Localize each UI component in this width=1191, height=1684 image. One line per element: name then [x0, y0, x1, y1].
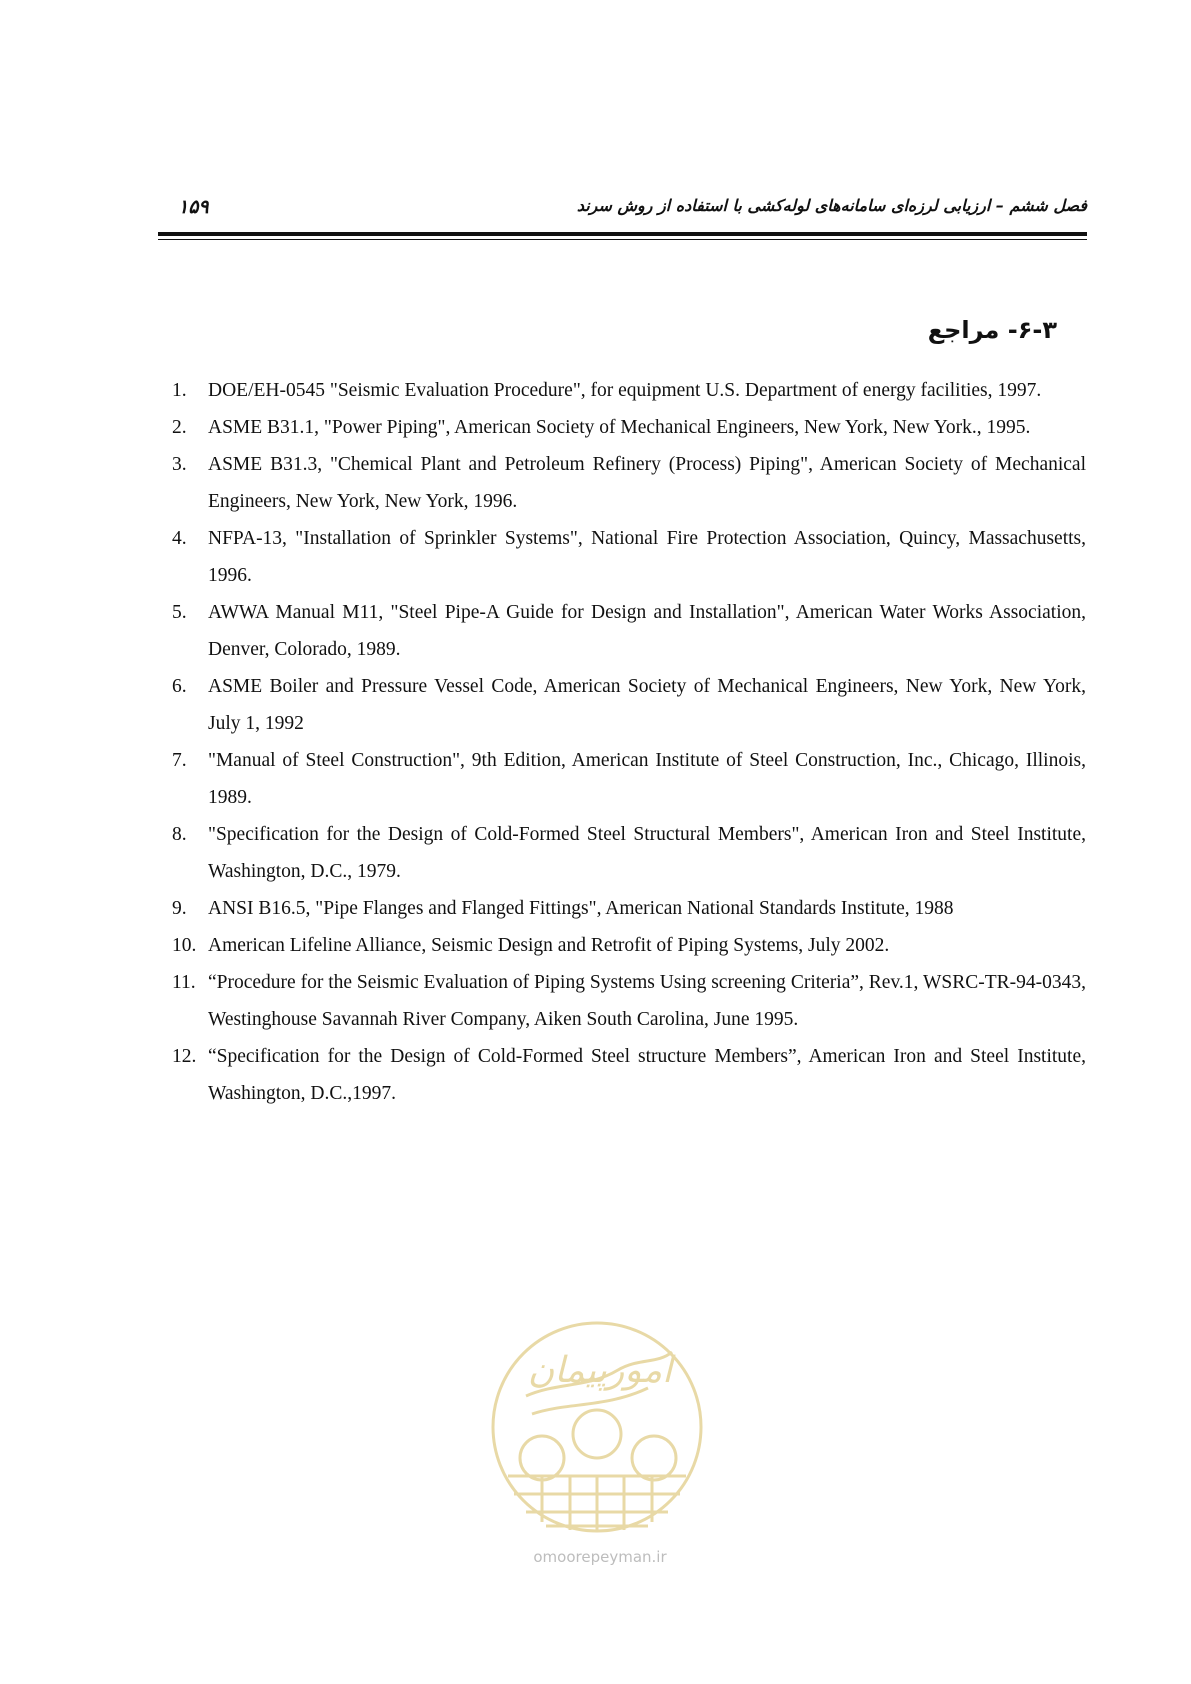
reference-item-1 [172, 372, 1086, 409]
reference-number: 3. [172, 454, 187, 475]
reference-number: 11. [172, 972, 196, 993]
page-number: ۱۵۹ [178, 196, 209, 218]
reference-number: 9. [172, 898, 187, 919]
reference-text: ASME Boiler and Pressure Vessel Code, American Society of Mechanical Engineers, New York, New York, July 1, 1992 [208, 676, 1086, 734]
watermark-logo-text: امورپیمان [527, 1350, 673, 1391]
reference-item-3 [172, 446, 1086, 520]
reference-text: ASME B31.3, "Chemical Plant and Petroleum Refinery (Process) Piping", American Society of Mechanical Engineers, New York, New York, 1996. [208, 454, 1086, 512]
reference-text: DOE/EH-0545 "Seismic Evaluation Procedure", for equipment U.S. Department of energy facilities, 1997. [208, 380, 1042, 401]
reference-number: 8. [172, 824, 187, 845]
reference-number: 12. [172, 1046, 197, 1067]
reference-item-8 [172, 816, 1086, 890]
reference-number: 1. [172, 380, 187, 401]
reference-list [172, 372, 1086, 1112]
reference-text: "Manual of Steel Construction", 9th Edition, American Institute of Steel Construction, Inc., Chicago, Illinois, 1989. [208, 750, 1086, 808]
reference-item-12 [172, 1038, 1086, 1112]
reference-item-10 [172, 927, 1086, 964]
reference-text: ASME B31.1, "Power Piping", American Society of Mechanical Engineers, New York, New York., 1995. [208, 417, 1031, 438]
reference-text: ANSI B16.5, "Pipe Flanges and Flanged Fittings", American National Standards Institute, 1988 [208, 898, 954, 919]
reference-number: 2. [172, 417, 187, 438]
reference-text: AWWA Manual M11, "Steel Pipe-A Guide for Design and Installation", American Water Works Association, Denver, Colorado, 1989. [208, 602, 1086, 660]
watermark-logo [488, 1318, 706, 1570]
reference-item-11 [172, 964, 1086, 1038]
reference-item-6 [172, 668, 1086, 742]
section-heading: ۶-۳- مراجع [927, 316, 1057, 344]
header-rule-thin [158, 239, 1087, 240]
running-title: فصل ششم – ارزیابی لرزه‌ای سامانه‌های لوله‌کشی با استفاده از روش سرند [576, 196, 1087, 215]
reference-number: 4. [172, 528, 187, 549]
reference-text: "Specification for the Design of Cold-Formed Steel Structural Members", American Iron and Steel Institute, Washington, D.C., 1979. [208, 824, 1086, 882]
reference-text: American Lifeline Alliance, Seismic Design and Retrofit of Piping Systems, July 2002. [208, 935, 890, 956]
page-header [158, 196, 1087, 224]
reference-text: NFPA-13, "Installation of Sprinkler Systems", National Fire Protection Association, Quincy, Massachusetts, 1996. [208, 528, 1086, 586]
reference-item-2 [172, 409, 1086, 446]
watermark-caption: omoorepeyman.ir [533, 1548, 667, 1566]
reference-text: “Specification for the Design of Cold-Formed Steel structure Members”, American Iron and Steel Institute, Washington, D.C.,1997. [208, 1046, 1086, 1104]
reference-item-9 [172, 890, 1086, 927]
reference-number: 5. [172, 602, 187, 623]
reference-item-7 [172, 742, 1086, 816]
reference-item-5 [172, 594, 1086, 668]
header-rule-thick [158, 232, 1087, 236]
reference-number: 10. [172, 935, 197, 956]
reference-item-4 [172, 520, 1086, 594]
reference-number: 6. [172, 676, 187, 697]
reference-text: “Procedure for the Seismic Evaluation of Piping Systems Using screening Criteria”, Rev.1, WSRC-TR-94-0343, Westinghouse Savannah River Company, Aiken South Carolina, June 1995. [208, 972, 1086, 1030]
watermark-seal-icon [488, 1318, 706, 1570]
reference-number: 7. [172, 750, 187, 771]
